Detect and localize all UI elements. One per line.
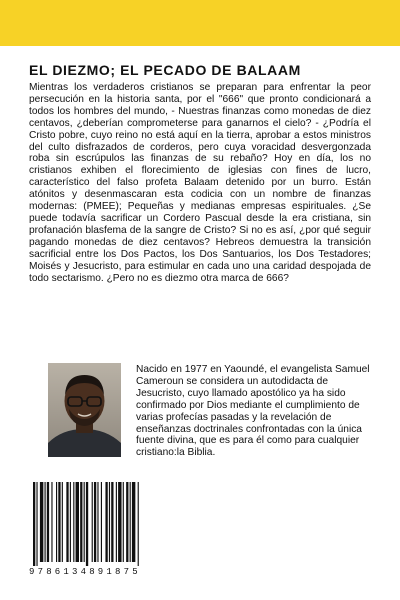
book-blurb: Mientras los verdaderos cristianos se preparan para enfrentar la peor persecución en la historia santa, por el "666" que pronto condicionará a todos los hombres del mundo, - Nuestras finanzas como monedas de diez centavos, ¿deberían comprometerse para ganarnos el cielo? - ¿Podría el Cristo pobre, cuyo reino no está aquí en la tierra, aprobar a estos ministros del culto disfrazados de corderos, pero cuya voracidad desvergonzada roba sin escrúpulos las finanzas de su rebaño? Hoy en día, los no cristianos exhiben el florecimiento de iglesias con fines de lucro, característico del falso profeta Balaam detenido por un burro. Están atónitos y desenmascaran esta codicia con un nombre de finanzas modernas: (PMEE); Pequeñas y medianas empresas espirituales. ¿Se puede todavía sacrificar un Cordero Pascual desde la era cristiana, sin profanación blasfema de la sangre de Cristo? Si no es así, ¿por qué seguir pagando monedas de diez centavos? Hebreos demuestra la transición sacrificial entre los Dos Pactos, los Dos Santuarios, los Dos Testadores; Moisés y Jesucristo, para estimular en cada uno una caridad despojada de todo sectarismo. ¿Pero no es diezmo otra marca de 666? xyxy=(29,82,371,284)
isbn-number: 9786134891875 xyxy=(29,567,141,577)
barcode-bar xyxy=(80,482,82,562)
author-photo xyxy=(48,363,121,457)
barcode-bar xyxy=(36,482,37,566)
barcode-bar xyxy=(45,482,46,562)
barcode-bar xyxy=(130,482,131,562)
barcode-bar xyxy=(111,482,113,562)
barcode-bar xyxy=(40,482,43,562)
barcode-bar xyxy=(66,482,68,562)
barcode-bar xyxy=(51,482,52,562)
barcode-bar xyxy=(62,482,63,562)
author-portrait xyxy=(48,363,121,457)
barcode-bar xyxy=(118,482,121,562)
barcode-bar xyxy=(126,482,128,562)
barcode-bar xyxy=(76,482,79,562)
barcode-icon xyxy=(29,480,179,566)
barcode-bar xyxy=(132,482,135,562)
barcode-bar xyxy=(56,482,57,562)
barcode-bar xyxy=(84,482,85,562)
top-color-band xyxy=(0,0,400,46)
book-title: EL DIEZMO; EL PECADO DE BALAAM xyxy=(29,62,301,78)
barcode-bar xyxy=(33,482,35,566)
barcode-bar xyxy=(101,482,102,562)
barcode-bar xyxy=(47,482,49,562)
author-bio: Nacido en 1977 en Yaoundé, el evangelista Samuel Cameroun se considera un autodidacta de Jesucristo, cuyo llamado apostólico ya ha sido confirmado por Dios mediante el cumplimiento de varias profecías pasadas y la revelación de enseñanzas doctrinales confrontadas con la única fuente divina, que es para él como para cualquier cristiano:la Biblia. xyxy=(136,364,370,459)
barcode-bar xyxy=(109,482,110,562)
barcode-bar xyxy=(58,482,60,562)
barcode-bar xyxy=(73,482,74,562)
barcode-bar xyxy=(116,482,117,562)
barcode-area xyxy=(29,480,179,576)
barcode-bar xyxy=(92,482,93,562)
barcode-bar xyxy=(123,482,124,562)
barcode-bar xyxy=(97,482,98,562)
barcode-bar xyxy=(94,482,96,562)
barcode-bar xyxy=(105,482,107,562)
barcode-bar xyxy=(86,482,88,566)
barcode-bar xyxy=(70,482,71,562)
barcode-bar xyxy=(138,482,139,566)
